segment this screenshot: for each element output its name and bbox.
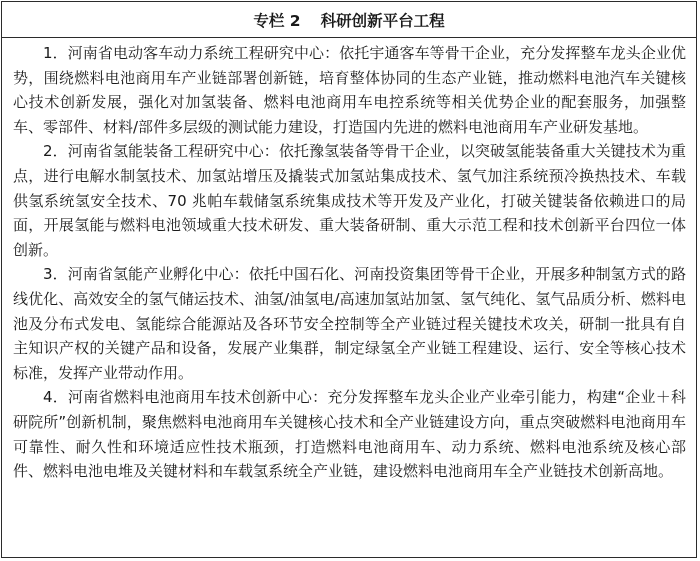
- column-title-bar: [2, 2, 696, 38]
- column-content: [2, 38, 696, 484]
- column-box: [1, 1, 697, 558]
- paragraph-3: 3．河南省氢能产业孵化中心：依托中国石化、河南投资集团等骨干企业，开展多种制氢方式的路线优化、高效安全的氢气储运技术、油氢/油氢电/高速加氢站加氢、氢气纯化、氢气品质分析、燃料电池及分布式发电、氢能综合能源站及各环节安全控制等全产业链过程关键技术攻关，研制一批具有自主知识产权的关键产品和设备，发展产业集群，制定绿氢全产业链工程建设、运行、安全等核心技术标准，发挥产业带动作用。: [13, 265, 686, 382]
- column-title: 科研创新平台工程: [320, 11, 445, 30]
- column-label: 专栏 2: [253, 11, 301, 30]
- paragraph-1: 1．河南省电动客车动力系统工程研究中心：依托宇通客车等骨干企业，充分发挥整车龙头企业优势，围绕燃料电池商用车产业链部署创新链，培育整体协同的生态产业链，推动燃料电池汽车关键核心技术创新发展，强化对加氢装备、燃料电池商用车电控系统等相关优势企业的配套服务，加强整车、零部件、材料/部件多层级的测试能力建设，打造国内先进的燃料电池商用车产业研发基地。: [13, 44, 686, 136]
- paragraph-4: 4．河南省燃料电池商用车技术创新中心：充分发挥整车龙头企业产业牵引能力，构建“企业＋科研院所”创新机制，聚焦燃料电池商用车关键核心技术和全产业链建设方向，重点突破燃料电池商用车可靠性、耐久性和环境适应性技术瓶颈，打造燃料电池商用车、动力系统、燃料电池系统及核心部件、燃料电池电堆及关键材料和车载氢系统全产业链，建设燃料电池商用车全产业链技术创新高地。: [13, 388, 686, 481]
- paragraph-2: 2．河南省氢能装备工程研究中心：依托豫氢装备等骨干企业，以突破氢能装备重大关键技术为重点，进行电解水制氢技术、加氢站增压及撬装式加氢站集成技术、氢气加注系统预冷换热技术、车载供氢系统氢安全技术、70 兆帕车载储氢系统集成技术等开发及产业化，打破关键装备依赖进口的局面，开展氢能与燃料电池领域重大技术研发、重大装备研制、重大示范工程和技术创新平台四位一体创新。: [13, 142, 686, 259]
